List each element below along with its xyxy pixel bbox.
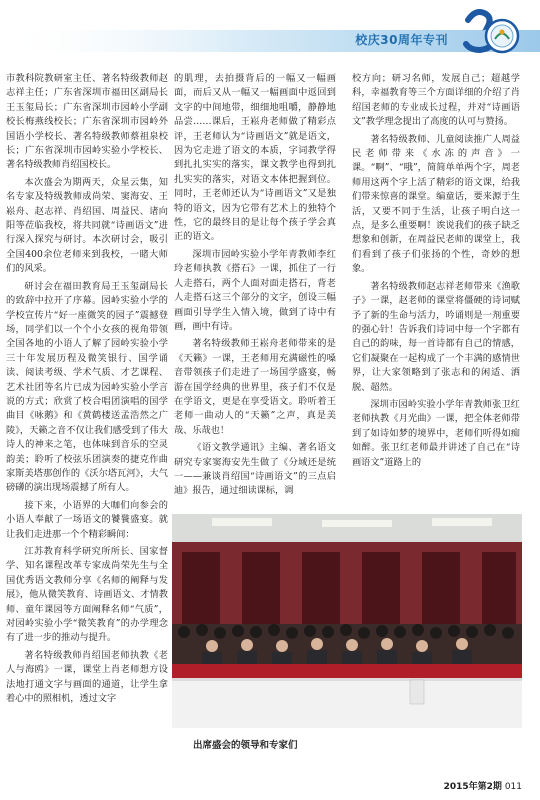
paragraph: 著名特级教师肖绍国老师执教《老人与海鸥》一课，课堂上肖老师想方设法地打通文字与画面的通道，让学生拿着心中的照相机，透过文字: [6, 649, 168, 705]
paragraph: 研讨会在福田教育局王玉玺副局长的致辞中拉开了序幕。园岭实验小学的学校宣传片“好一座微笑的园子”震撼登场，同学们以一个个小女孩的视角带领全国各地的小语人了解了园岭实验小学三十年发展历程及微笑银行、国学诵读、阅读考级、学术气质、才艺课程、艺术社团等名片已成为园岭实验小学言说的方式；欣赏了校合唱团演唱的国学曲目《咏鹅》和《黄鹤楼送孟浩然之广陵》，天籁之音不仅让我们感受到了伟大诗人的神来之笔，也体味到音乐的空灵韵美；聆听了校弦乐团演奏的捷克作曲家斯美塔那创作的《沃尔塔瓦河》，大气磅礴的演出现场震撼了所有人。: [6, 280, 168, 494]
event-photo: [172, 514, 522, 728]
header-band: [0, 30, 540, 52]
paragraph: 深圳市园岭实验小学年青教师李红玲老师执教《搭石》一课，抓住了一行人走搭石，两个人面对面走搭石，背老人走搭石这三个部分的文字，创设三幅画面引导学生入情入境，做到了诗中有画，画中有诗。: [174, 248, 336, 332]
issue-label: 2015年第2期: [443, 782, 502, 792]
text-column-3: [352, 72, 520, 504]
paragraph: 市教科院教研室主任、著名特级教师赵志祥主任；广东省深圳市福田区副局长王玉玺局长；广东省深圳市园岭小学副校长梅燕线校长；广东省深圳市园岭外国语小学校长、著名特级教师蔡祖泉校长；广东省深圳市园岭实验小学校长、著名特级教师肖绍国校长。: [6, 73, 168, 171]
paragraph: 深圳市园岭实验小学年青教师张卫红老师执教《月光曲》一课，把全体老师带到了如诗如梦的境界中，老师们听得如痴如醉。张卫红老师最并讲述了自己在“诗画语文”道路上的: [352, 398, 520, 468]
section-title: 校庆30周年专刊: [355, 33, 448, 47]
anniversary-30-emblem-icon: [462, 6, 520, 64]
text-column-2: [174, 72, 336, 504]
page-number: 011: [504, 782, 522, 792]
paragraph: 著名特级教师、儿童阅读推广人周益民老师带来《水冻的声音》一课。“啊”、“哦”，简简单单两个字，周老师用这两个字上活了精彩的语文课，给我们带来惊喜的课堂。编童话，要来源于生活，又要不同于生活，让孩子明白这一点，是多么重要啊！诶说我们的孩子缺乏想象和创新，在周益民老师的课堂上，我们看到了孩子们张扬的个性，奇妙的想象。: [352, 133, 520, 275]
paragraph: 接下来，小语界的大咖们向参会的小语人奉献了一场语文的饕餮盛宴。就让我们走进那一个个精彩瞬间：: [6, 499, 168, 540]
paragraph: 本次盛会为期两天，众星云集，知名专家及特级教师成尚荣、窦海安、王崧舟、赵志祥、肖绍国、周益民、诸向阳等莅临我校，将共同就“诗画语文”进行深入探究与研讨。本次研讨会，吸引全国400余位老师来到我校，一睹大师们的风采。: [6, 176, 168, 275]
paragraph: 《语文教学通讯》主编、著名语文研究专家窦海安先生做了《分域还是统一——兼谈肖绍国“诗画语文”的三点启迪》报告，通过细读课标，调: [174, 442, 336, 497]
paragraph: 著名特级教师王崧舟老师带来的是《天籁》一课，王老师用充满磁性的嗓音带领孩子们走进了一场国学盛宴，畅游在国学经典的世界里，孩子们不仅是在学语文，更是在享受语文。聆听着王老师一曲动人的“天籁”之声，真是美哉、乐哉也！: [174, 338, 336, 436]
paragraph: 江苏教育科学研究所所长、国家督学、知名课程改革专家成尚荣先生与全国优秀语文教师分享《名师的阐释与发展》，他从微笑教育、诗画语文、才情教师、童年课园等方面阐释名师“气质”，对园岭实验小学“微笑教育”的办学理念有了进一步的推动与提升。: [6, 546, 168, 644]
paragraph: 的肌理，去拍摄背后的一幅又一幅画面，而后又从一幅又一幅画面中返回到文字的中间地带，细细地咀嚼，静静地品尝……课后，王崧舟老师做了精彩点评，王老师认为“诗画语文”就是语文，因为它走进了语文的本质，字词教学得到扎扎实实的落实，课文教学也得到扎扎实实的落实，对语文本体把握到位。同时，王老师还认为“诗画语文”又是独特的语文，因为它带有艺术上的独特个性，它的最终目的是让每个孩子学会真正的语文。: [174, 73, 336, 243]
paragraph: 校方向；研习名师，发展自己；超越学科，幸福教育等三个方面详细的介绍了肖绍国老师的专业成长过程，并对“诗画语文”教学理念提出了高度的认可与赞扬。: [352, 73, 520, 128]
page-footer: [444, 779, 522, 792]
paragraph: 著名特级教师赵志祥老师带来《渔歌子》一课，赵老师的课堂将僵硬的诗词赋予了新的生命与活力，吟诵则是一剂重要的强心针！告诉我们诗词中每一个字都有自己的韵味，每一首诗都有自己的情感，它们凝聚在一起构成了一个丰满的感情世界，让大家领略到了张志和的闲适、洒脱、超然。: [352, 280, 520, 393]
text-column-1: [6, 72, 168, 752]
photo-caption: 出席盛会的领导和专家们: [193, 740, 298, 751]
